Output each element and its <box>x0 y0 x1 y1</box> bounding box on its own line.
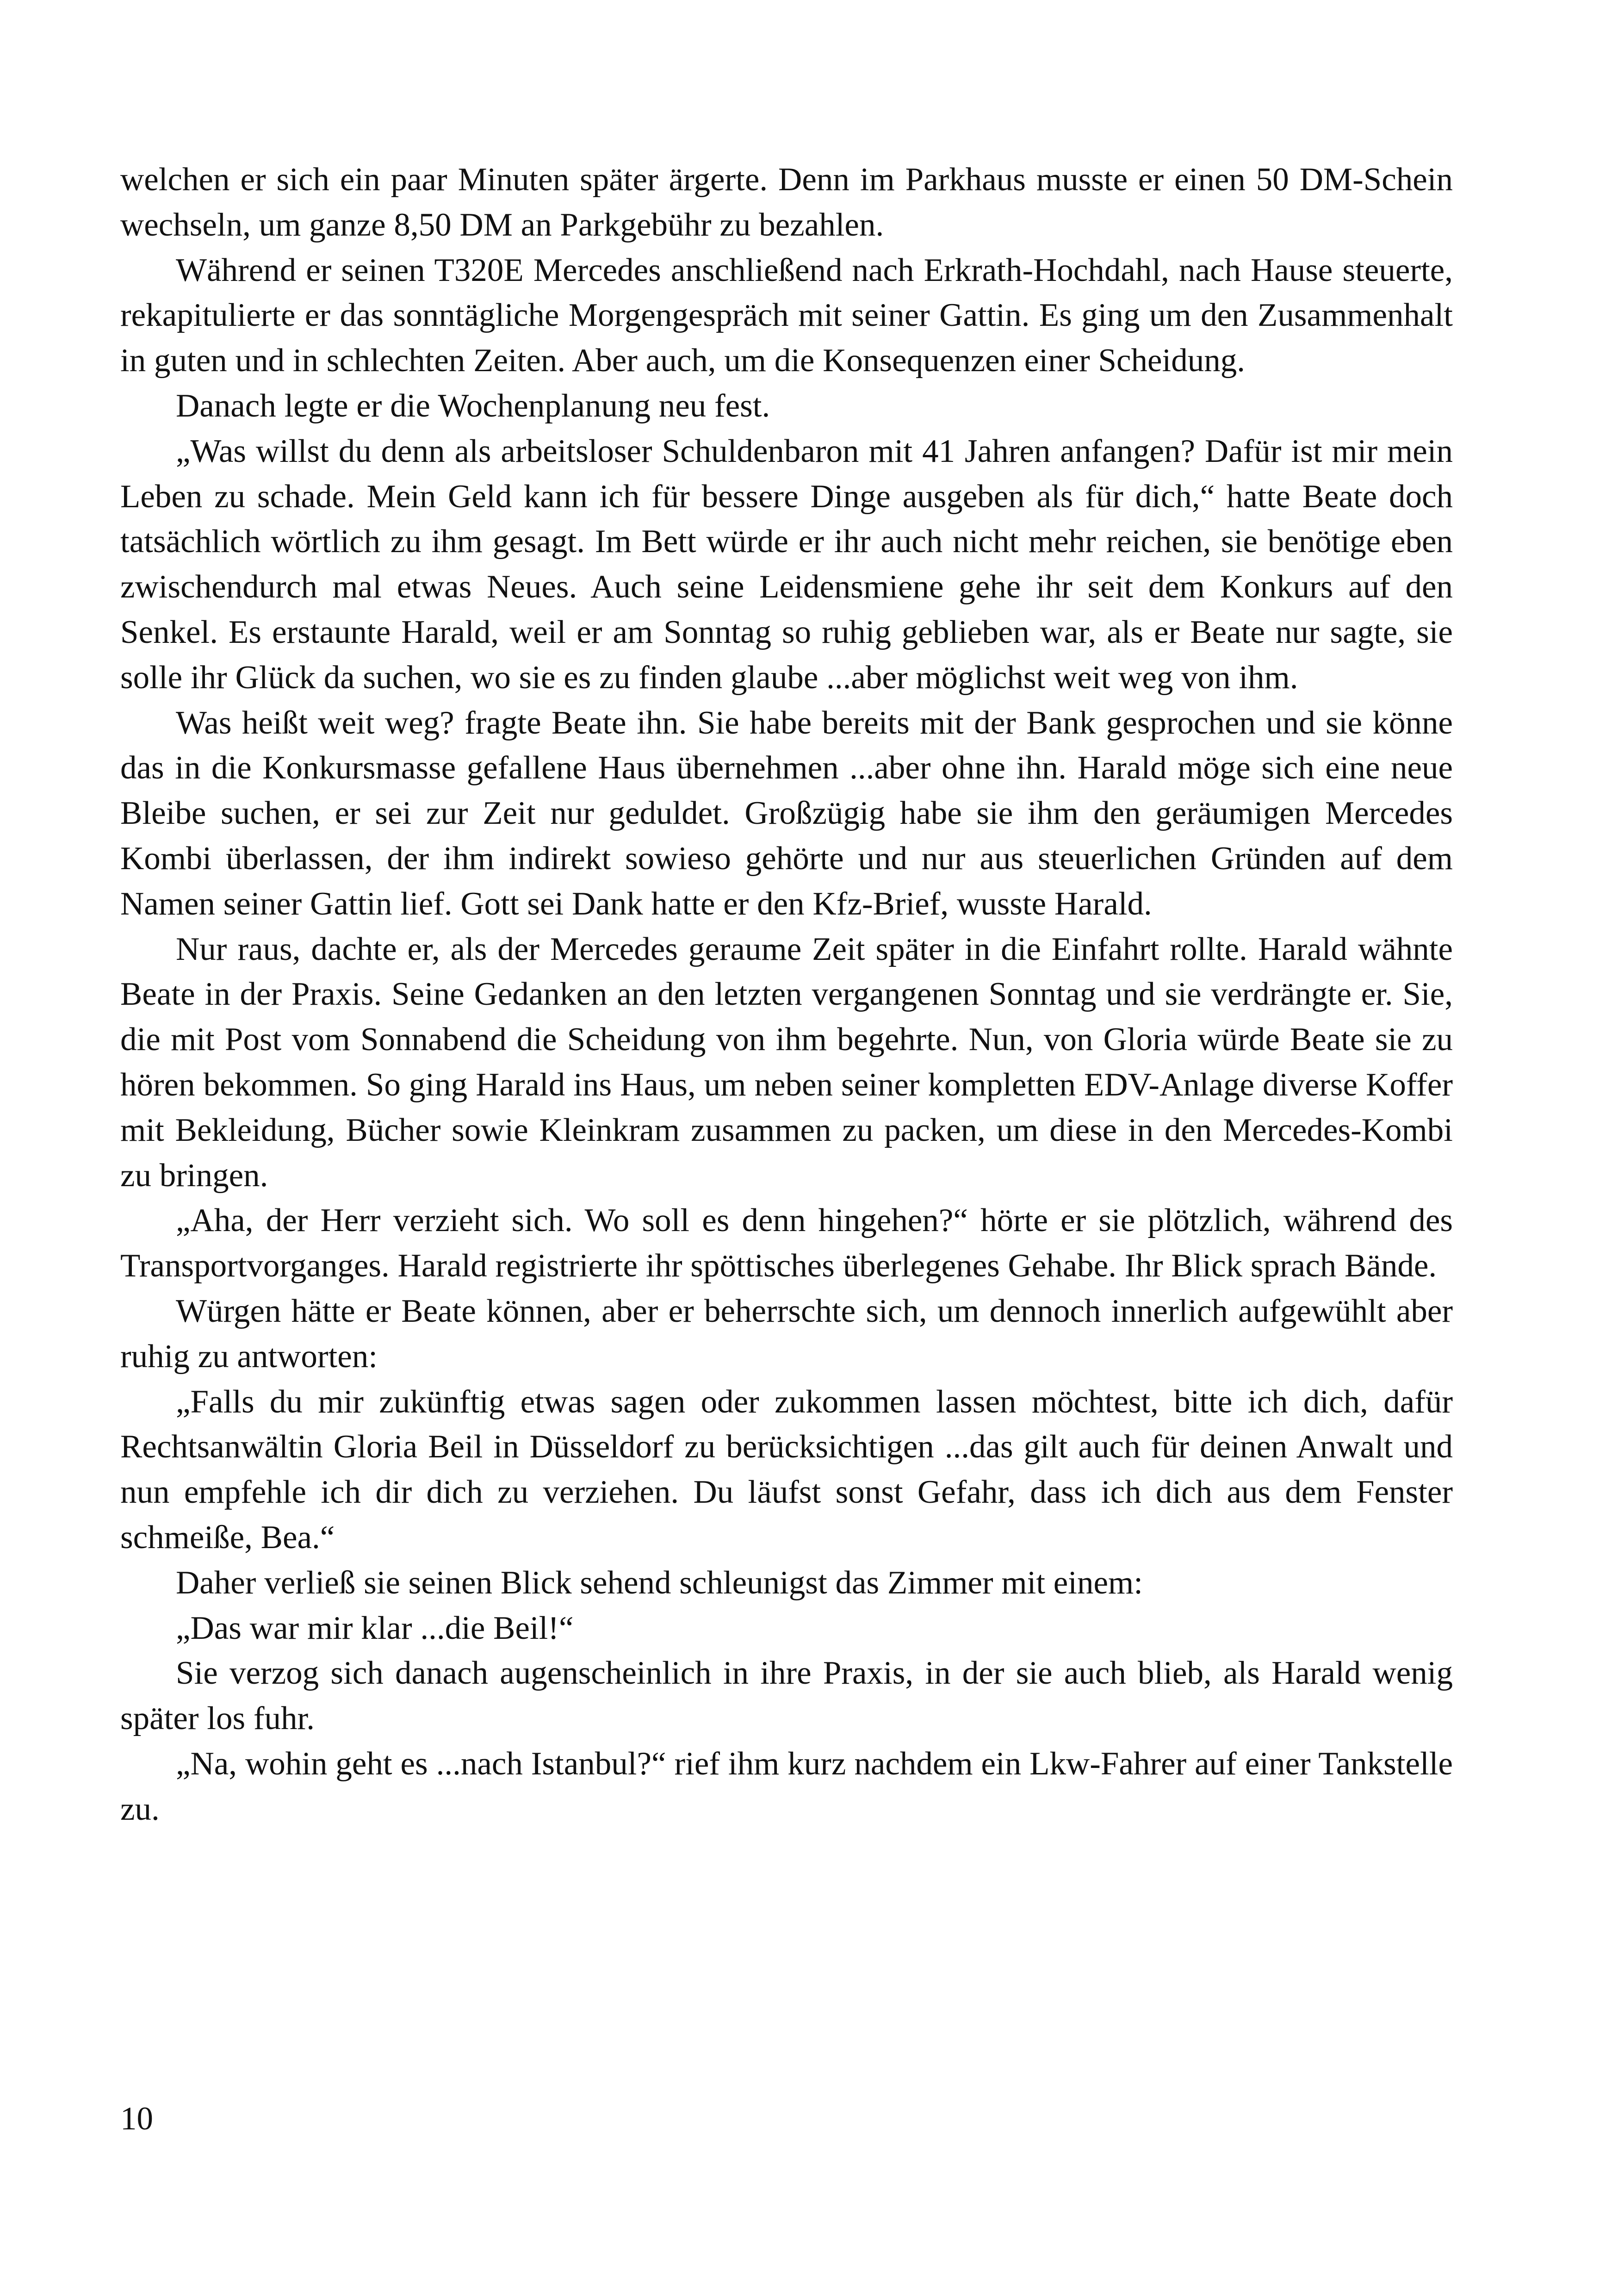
paragraph: Daher verließ sie seinen Blick sehend schleunigst das Zimmer mit einem: <box>176 1564 1143 1601</box>
paragraph: Sie verzog sich danach augenscheinlich in ihre Praxis, in der sie auch blieb, als Harald wenig später los fuhr. <box>120 1655 1453 1737</box>
paragraph: Würgen hätte er Beate können, aber er beherrschte sich, um dennoch innerlich aufgewühlt aber ruhig zu antworten: <box>120 1293 1453 1375</box>
paragraph: Nur raus, dachte er, als der Mercedes geraume Zeit später in die Einfahrt rollte. Harald wähnte Beate in der Praxis. Seine Gedanken an den letzten vergangenen Sonntag und sie verdrängte er. Sie, die mit Post vom Sonnabend die Scheidung von ihm begehrte. Nun, von Gloria würde Beate sie zu hören bekommen. So ging Harald ins Haus, um neben seiner kompletten EDV-Anlage diverse Koffer mit Bekleidung, Bücher sowie Kleinkram zusammen zu packen, um diese in den Mercedes-Kombi zu bringen. <box>120 931 1453 1194</box>
paragraph: Während er seinen T320E Mercedes anschließend nach Erkrath-Hochdahl, nach Hause steuerte, rekapitulierte er das sonntägliche Morgengespräch mit seiner Gattin. Es ging um den Zusammenhalt in guten und in schlechten Zeiten. Aber auch, um die Konsequenzen einer Scheidung. <box>120 252 1453 379</box>
page-body <box>120 157 1453 1832</box>
paragraph: „Aha, der Herr verzieht sich. Wo soll es denn hingehen?“ hörte er sie plötzlich, während des Transportvorganges. Harald registrierte ihr spöttisches überlegenes Gehabe. Ihr Blick sprach Bände. <box>120 1202 1453 1284</box>
page-number: 10 <box>120 2101 153 2137</box>
paragraph: „Das war mir klar ...die Beil!“ <box>176 1610 574 1646</box>
paragraph: „Was willst du denn als arbeitsloser Schuldenbaron mit 41 Jahren anfangen? Dafür ist mir mein Leben zu schade. Mein Geld kann ich für bessere Dinge ausgeben als für dich,“ hatte Beate doch tatsächlich wörtlich zu ihm gesagt. Im Bett würde er ihr auch nicht mehr reichen, sie benötige eben zwischendurch mal etwas Neues. Auch seine Leidensmiene gehe ihr seit dem Konkurs auf den Senkel. Es erstaunte Harald, weil er am Sonntag so ruhig geblieben war, als er Beate nur sagte, sie solle ihr Glück da suchen, wo sie es zu finden glaube ...aber möglichst weit weg von ihm. <box>120 433 1453 696</box>
paragraph: welchen er sich ein paar Minuten später ärgerte. Denn im Parkhaus musste er einen 50 DM-Schein wechseln, um ganze 8,50 DM an Parkgebühr zu bezahlen. <box>120 162 1453 243</box>
paragraph: Was heißt weit weg? fragte Beate ihn. Sie habe bereits mit der Bank gesprochen und sie könne das in die Konkursmasse gefallene Haus übernehmen ...aber ohne ihn. Harald möge sich eine neue Bleibe suchen, er sei zur Zeit nur geduldet. Großzügig habe sie ihm den geräumigen Mercedes Kombi überlassen, der ihm indirekt sowieso gehörte und nur aus steuerlichen Gründen auf dem Namen seiner Gattin lief. Gott sei Dank hatte er den Kfz-Brief, wusste Harald. <box>120 704 1453 922</box>
paragraph: „Na, wohin geht es ...nach Istanbul?“ rief ihm kurz nachdem ein Lkw-Fahrer auf einer Tankstelle zu. <box>120 1745 1453 1827</box>
paragraph: „Falls du mir zukünftig etwas sagen oder zukommen lassen möchtest, bitte ich dich, dafür Rechtsanwältin Gloria Beil in Düsseldorf zu berücksichtigen ...das gilt auch für deinen Anwalt und nun empfehle ich dir dich zu verziehen. Du läufst sonst Gefahr, dass ich dich aus dem Fenster schmeiße, Bea.“ <box>120 1383 1453 1556</box>
paragraph: Danach legte er die Wochenplanung neu fest. <box>176 387 770 424</box>
